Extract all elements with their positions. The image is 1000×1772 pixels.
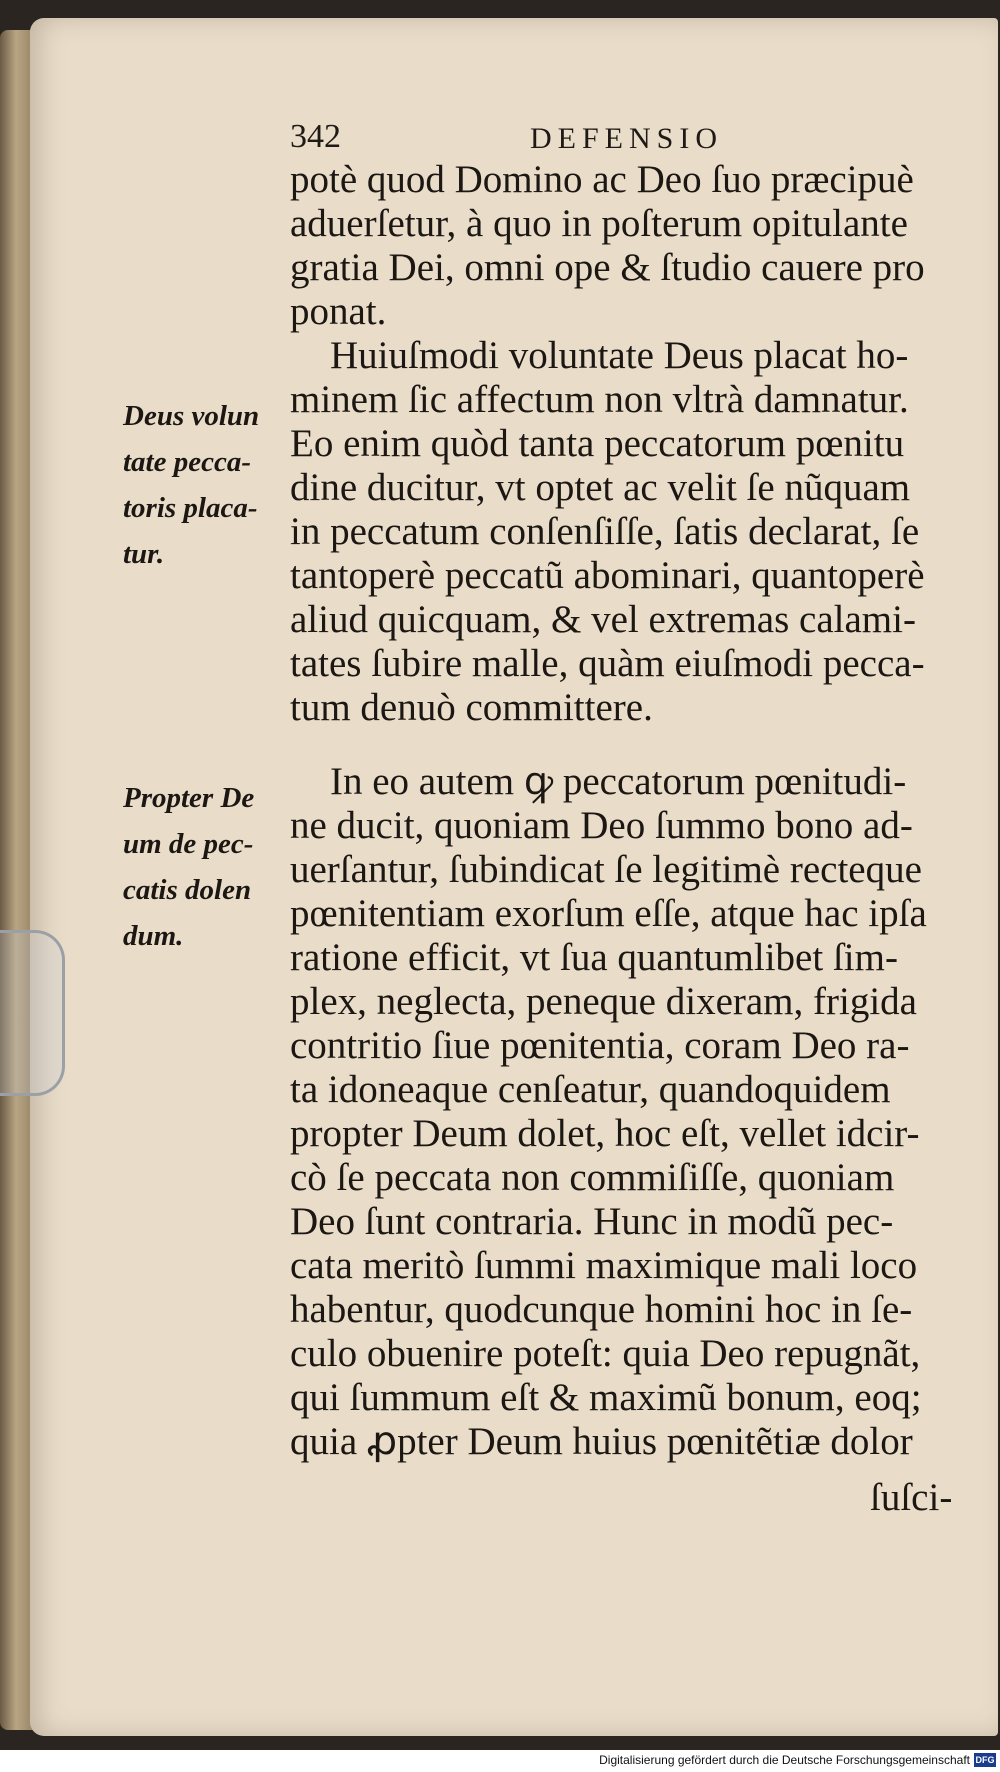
body-line: ponat. [290,290,387,333]
body-line: tum denuò committere. [290,686,653,729]
margin-note-line: Deus volun [123,400,260,432]
dfg-logo-icon: DFG [975,1755,995,1765]
body-line: Eo enim quòd tanta peccatorum pœnitu [290,422,905,465]
body-line: In eo autem ꝙ peccatorum pœnitudi- [330,760,907,803]
body-line: plex, neglecta, peneque dixeram, frigida [290,980,917,1023]
body-line: ſuſci- [870,1476,953,1519]
margin-note-line: Propter De [123,782,255,814]
body-line: minem ſic affectum non vltrà damnatur. [290,378,909,421]
body-line: tates ſubire malle, quàm eiuſmodi pecca- [290,642,925,685]
body-line: ne ducit, quoniam Deo ſummo bono ad- [290,804,913,847]
body-line: culo obuenire poteſt: quia Deo repugnãt, [290,1332,921,1375]
body-line: cata meritò ſummi maximique mali loco [290,1244,918,1287]
body-line: gratia Dei, omni ope & ſtudio cauere pro [290,246,925,289]
body-line: quia ꝓpter Deum huius pœnitẽtiæ dolor [290,1420,913,1463]
body-line: cò ſe peccata non commiſiſſe, quoniam [290,1156,895,1199]
body-line: ta idoneaque cenſeatur, quandoquidem [290,1068,891,1111]
body-line: Deo ſunt contraria. Hunc in modũ pec- [290,1200,894,1243]
margin-note-line: dum. [123,920,184,952]
footer-bar [0,1750,1000,1772]
body-line: habentur, quodcunque homini hoc in ſe- [290,1288,913,1331]
body-line: qui ſummum eſt & maximũ bonum, eoq; [290,1376,922,1419]
margin-note-line: um de pec- [123,828,254,860]
margin-note-line: tur. [123,538,165,570]
margin-note-line: tate pecca- [123,446,252,478]
body-line: Huiuſmodi voluntate Deus placat ho- [330,334,909,377]
body-line: pœnitentiam exorſum eſſe, atque hac ipſa [290,892,927,935]
margin-note-line: catis dolen [123,874,252,906]
body-line: dine ducitur, vt optet ac velit ſe nũquam [290,466,911,509]
footer-credit: Digitalisierung gefördert durch die Deutsche Forschungsgemeinschaft [599,1753,970,1767]
body-line: uerſantur, ſubindicat ſe legitimè recteque [290,848,922,891]
running-title: DEFENSIO [530,122,724,155]
page-clip [0,930,65,1096]
margin-note-line: toris placa- [123,492,258,524]
page-number: 342 [290,118,341,155]
body-line: aliud quicquam, & vel extremas calami- [290,598,916,641]
body-line: propter Deum dolet, hoc eſt, vellet idcir- [290,1112,920,1155]
body-line: potè quod Domino ac Deo ſuo præcipuè [290,158,914,201]
body-line: contritio ſiue pœnitentia, coram Deo ra- [290,1024,910,1067]
body-line: in peccatum conſenſiſſe, ſatis declarat, ſe [290,510,920,553]
body-line: tantoperè peccatũ abominari, quantoperè [290,554,925,597]
body-line: aduerſetur, à quo in poſterum opitulante [290,202,908,245]
body-line: ratione efficit, vt ſua quantumlibet ſim- [290,936,898,979]
